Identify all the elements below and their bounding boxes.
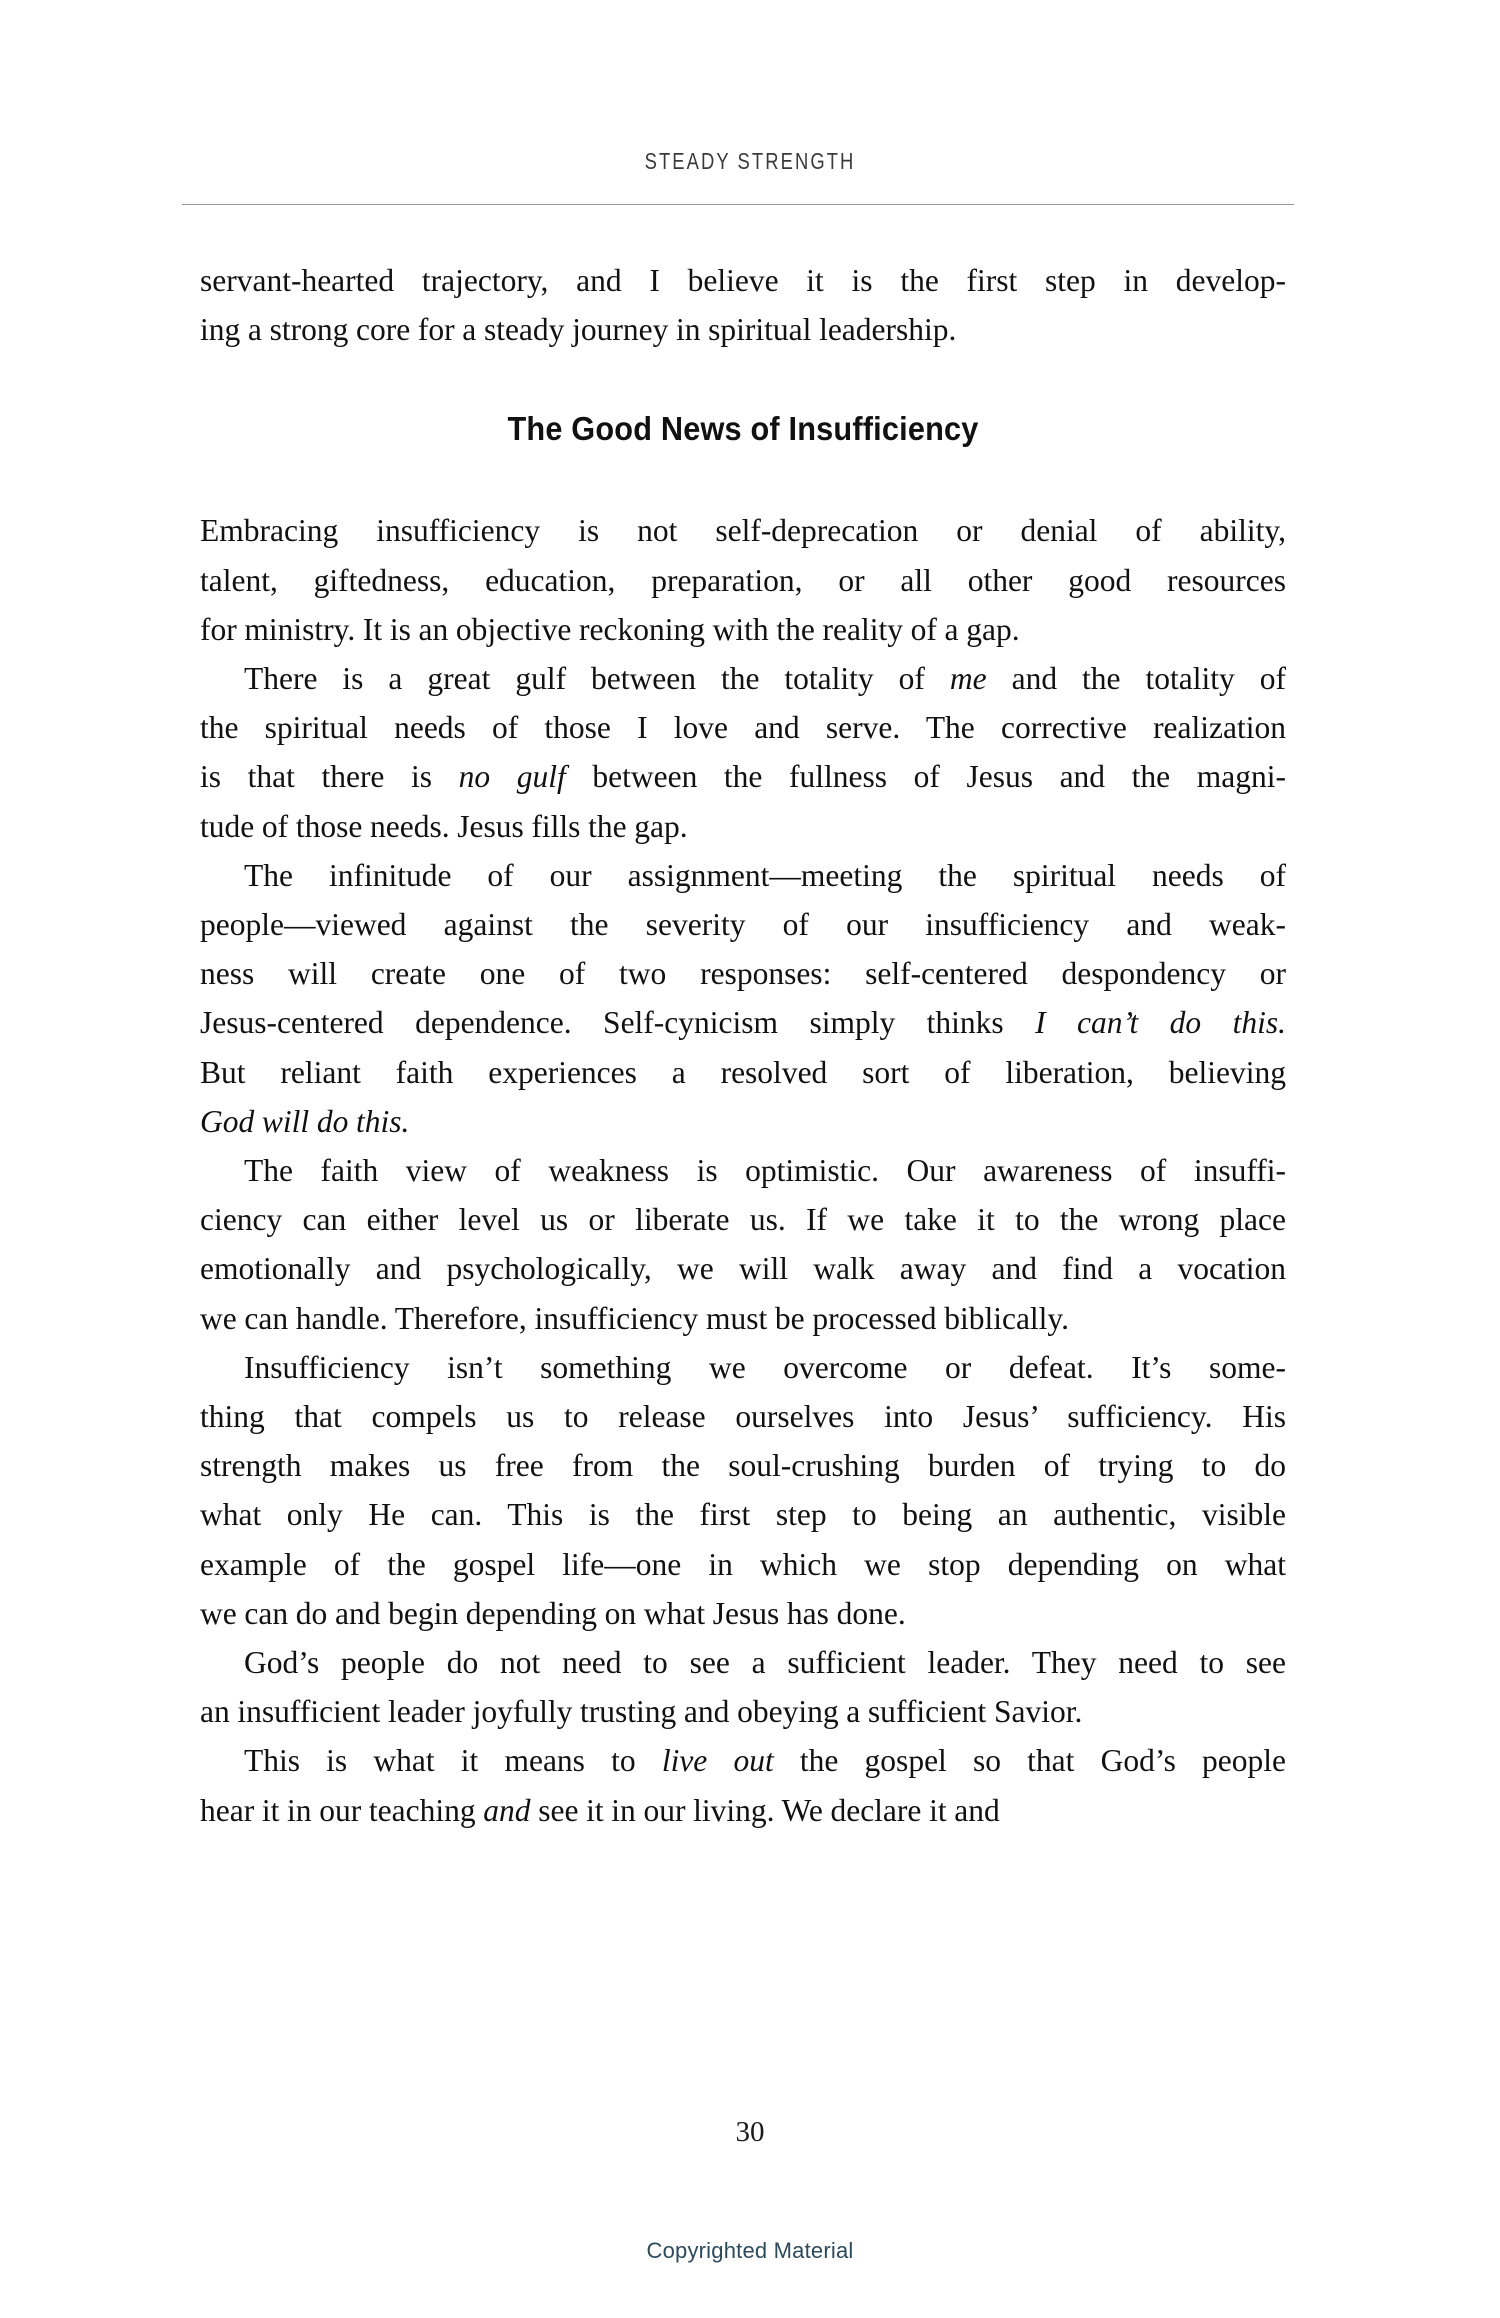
text-line: Embracing insufficiency is not self-deprecation or denial of ability, bbox=[200, 513, 1286, 549]
emphasis-run: no gulf bbox=[458, 759, 566, 795]
text-run: is that there is bbox=[200, 759, 459, 795]
emphasis-run: I can’t do this. bbox=[1035, 1005, 1286, 1041]
text-run: see it in our living. We declare it and bbox=[530, 1792, 1000, 1828]
text-line: emotionally and psychologically, we will walk away and find a vocation bbox=[200, 1251, 1286, 1287]
text-line bbox=[200, 1343, 1286, 1392]
running-head: STEADY STRENGTH bbox=[644, 148, 856, 174]
paragraph-continuation bbox=[200, 256, 1286, 354]
emphasis-run: live out bbox=[661, 1743, 774, 1779]
text-run: and the totality of bbox=[986, 661, 1286, 697]
text-line: what only He can. This is the first step to being an authentic, visible bbox=[200, 1497, 1286, 1533]
emphasis-run: God will do this. bbox=[200, 1103, 410, 1139]
text-line: ciency can either level us or liberate us. If we take it to the wrong place bbox=[200, 1202, 1286, 1238]
text-run: The infinitude of our assignment—meeting the spiritual needs of bbox=[244, 857, 1286, 893]
page-number: 30 bbox=[735, 2116, 765, 2148]
paragraph-5 bbox=[200, 1343, 1286, 1638]
copyright-notice: Copyrighted Material bbox=[646, 2238, 854, 2263]
text-run: Jesus-centered dependence. Self-cynicism simply thinks bbox=[200, 1005, 1036, 1041]
paragraph-2 bbox=[200, 654, 1286, 851]
spacer bbox=[200, 448, 1286, 506]
text-line: people—viewed against the severity of our insufficiency and weak- bbox=[200, 907, 1286, 943]
text-run: Insufficiency isn’t something we overcome or defeat. It’s some- bbox=[244, 1349, 1286, 1385]
emphasis-run: and bbox=[483, 1792, 531, 1828]
text-line bbox=[200, 998, 1286, 1047]
text-line: ness will create one of two responses: self-centered despondency or bbox=[200, 956, 1286, 992]
paragraph-7 bbox=[200, 1736, 1286, 1834]
text-run: the gospel so that God’s people bbox=[773, 1743, 1286, 1779]
text-run: hear it in our teaching bbox=[200, 1792, 484, 1828]
text-line: example of the gospel life—one in which we stop depending on what bbox=[200, 1546, 1286, 1582]
text-line bbox=[200, 1146, 1286, 1195]
text-line: the spiritual needs of those I love and serve. The corrective realization bbox=[200, 710, 1286, 746]
text-line: we can do and begin depending on what Jesus has done. bbox=[200, 1595, 906, 1631]
text-line: talent, giftedness, education, preparation, or all other good resources bbox=[200, 562, 1286, 598]
text-line: ing a strong core for a steady journey in spiritual leadership. bbox=[200, 312, 957, 348]
text-run: This is what it means to bbox=[244, 1743, 662, 1779]
text-run: The faith view of weakness is optimistic. Our awareness of insuffi- bbox=[244, 1153, 1286, 1189]
text-line: strength makes us free from the soul-crushing burden of trying to do bbox=[200, 1448, 1286, 1484]
text-line bbox=[200, 1786, 1286, 1835]
paragraph-1 bbox=[200, 506, 1286, 654]
text-line: servant-hearted trajectory, and I believe it is the first step in develop- bbox=[200, 263, 1286, 298]
text-run: between the fullness of Jesus and the magni- bbox=[565, 759, 1286, 795]
text-line bbox=[200, 654, 1286, 703]
text-line bbox=[200, 1638, 1286, 1687]
text-run: God’s people do not need to see a sufficient leader. They need to see bbox=[244, 1645, 1286, 1681]
paragraph-4 bbox=[200, 1146, 1286, 1343]
paragraph-6 bbox=[200, 1638, 1286, 1736]
header-rule bbox=[182, 204, 1294, 205]
emphasis-run: me bbox=[949, 661, 987, 697]
text-line: for ministry. It is an objective reckoning with the reality of a gap. bbox=[200, 611, 1020, 647]
text-line bbox=[200, 1097, 1286, 1146]
text-column bbox=[200, 256, 1286, 1835]
text-run: There is a great gulf between the totality of bbox=[244, 661, 950, 697]
text-line: we can handle. Therefore, insufficiency must be processed biblically. bbox=[200, 1300, 1070, 1336]
text-line: thing that compels us to release ourselves into Jesus’ sufficiency. His bbox=[200, 1399, 1286, 1435]
section-heading: The Good News of Insufficiency bbox=[507, 410, 979, 448]
paragraph-3 bbox=[200, 851, 1286, 1146]
text-line bbox=[200, 752, 1286, 801]
spacer bbox=[200, 354, 1286, 410]
text-line: But reliant faith experiences a resolved sort of liberation, believing bbox=[200, 1054, 1286, 1090]
text-line: tude of those needs. Jesus fills the gap. bbox=[200, 808, 688, 844]
text-line bbox=[200, 851, 1286, 900]
text-line: an insufficient leader joyfully trusting and obeying a sufficient Savior. bbox=[200, 1694, 1083, 1730]
text-line bbox=[200, 1736, 1286, 1785]
